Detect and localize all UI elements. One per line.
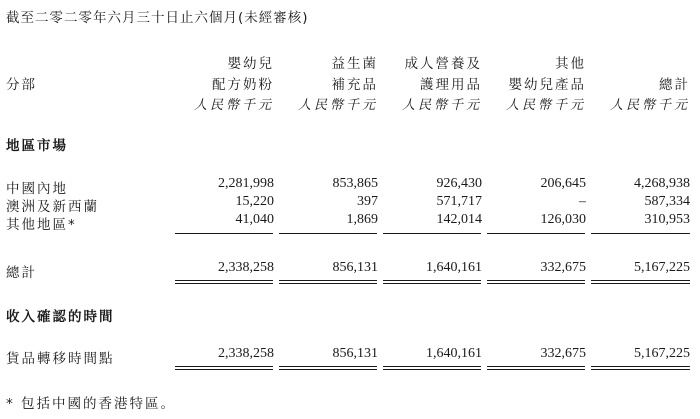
subtotal-rule [383, 233, 481, 234]
cell-value: 856,131 [332, 260, 378, 275]
row-label: 澳洲及新西蘭 [6, 199, 99, 215]
cell-value: 856,131 [332, 346, 378, 361]
column-unit: 人民幣千元 [505, 98, 586, 113]
cell-value: – [579, 194, 586, 209]
column-header-line2: 補充品 [331, 77, 378, 93]
total-rule [383, 366, 481, 367]
total-rule [279, 366, 377, 367]
segment-header: 分部 [6, 77, 37, 93]
subtotal-rule [279, 233, 377, 234]
column-unit: 人民幣千元 [401, 98, 482, 113]
total-rule [279, 280, 377, 281]
total-rule [175, 366, 273, 367]
cell-value: 2,338,258 [218, 260, 274, 275]
section-title-timing: 收入確認的時間 [6, 309, 115, 325]
cell-value: 5,167,225 [634, 260, 690, 275]
footnote: * 包括中國的香港特區。 [6, 396, 177, 412]
column-header-line2: 嬰幼兒產品 [508, 77, 586, 93]
cell-value: 2,338,258 [218, 346, 274, 361]
column-header-line1: 其他 [555, 56, 586, 72]
column-unit: 人民幣千元 [297, 98, 378, 113]
total-rule [175, 369, 273, 370]
total-rule [175, 283, 273, 284]
total-rule [175, 280, 273, 281]
cell-value: 126,030 [540, 212, 586, 227]
row-label: 其他地區* [6, 217, 77, 233]
total-rule [279, 369, 377, 370]
column-unit: 人民幣千元 [193, 98, 274, 113]
total-rule [487, 369, 585, 370]
cell-value: 310,953 [644, 212, 690, 227]
column-header-line1: 嬰幼兒 [227, 56, 274, 72]
cell-value: 926,430 [436, 176, 482, 191]
cell-value: 15,220 [235, 194, 274, 209]
cell-value: 1,640,161 [426, 346, 482, 361]
cell-value: 1,640,161 [426, 260, 482, 275]
cell-value: 1,869 [346, 212, 378, 227]
total-rule [591, 369, 690, 370]
cell-value: 2,281,998 [218, 176, 274, 191]
column-unit: 人民幣千元 [609, 98, 690, 113]
section-title-geographic: 地區市場 [6, 138, 68, 154]
table-period-title: 截至二零二零年六月三十日止六個月(未經審核) [6, 10, 309, 26]
row-label: 中國內地 [6, 181, 68, 197]
total-rule [487, 283, 585, 284]
cell-value: 41,040 [235, 212, 274, 227]
cell-value: 587,334 [644, 194, 690, 209]
cell-value: 5,167,225 [634, 346, 690, 361]
cell-value: 853,865 [332, 176, 378, 191]
subtotal-rule [591, 233, 690, 234]
total-rule [279, 283, 377, 284]
cell-value: 206,645 [540, 176, 586, 191]
total-rule [487, 280, 585, 281]
total-rule [383, 280, 481, 281]
total-rule [591, 280, 690, 281]
cell-value: 397 [357, 194, 378, 209]
cell-value: 332,675 [540, 260, 586, 275]
column-header-line2: 護理用品 [420, 77, 482, 93]
cell-value: 142,014 [436, 212, 482, 227]
total-rule [383, 283, 481, 284]
column-header-line1: 益生菌 [331, 56, 378, 72]
total-rule [383, 369, 481, 370]
column-header-line2: 總計 [659, 77, 690, 93]
row-label: 貨品轉移時間點 [6, 351, 115, 367]
subtotal-rule [487, 233, 585, 234]
row-label: 總計 [6, 265, 37, 281]
column-header-line1: 成人營養及 [404, 56, 482, 72]
cell-value: 332,675 [540, 346, 586, 361]
cell-value: 4,268,938 [634, 176, 690, 191]
total-rule [591, 366, 690, 367]
column-header-line2: 配方奶粉 [212, 77, 274, 93]
subtotal-rule [175, 233, 273, 234]
total-rule [591, 283, 690, 284]
total-rule [487, 366, 585, 367]
cell-value: 571,717 [436, 194, 482, 209]
